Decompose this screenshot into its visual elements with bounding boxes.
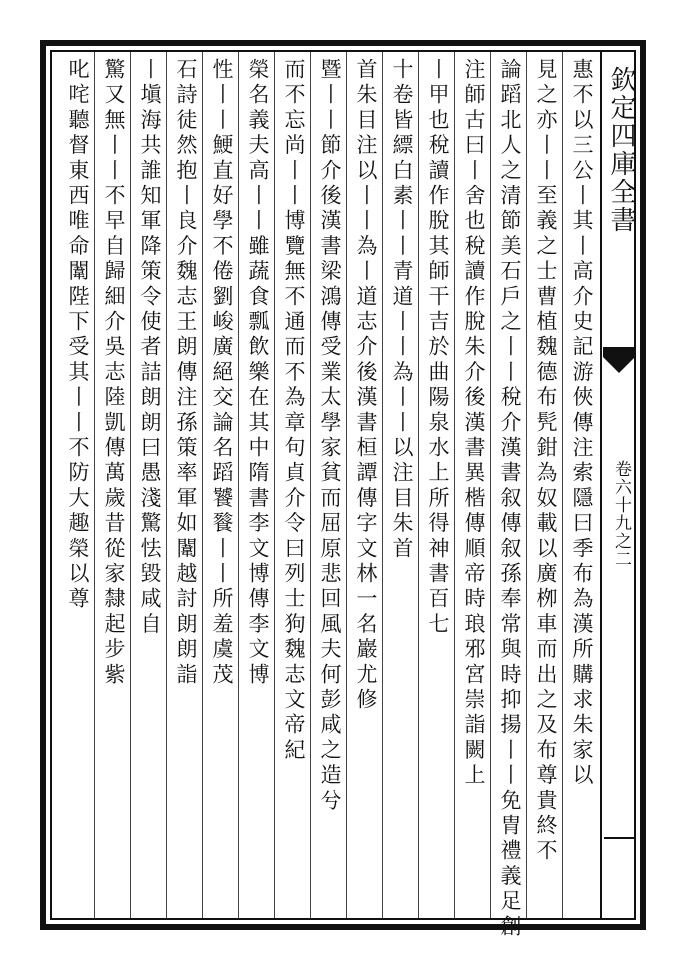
text-column: 丨塡海共誰知軍降策令使者詰朗朗曰愚淺驚怯毀咸自: [138, 58, 162, 638]
text-column: 叱咤聽督東西唯命闈陛下受其丨丨不防大趣榮以尊: [66, 58, 90, 613]
column-rule: [382, 52, 383, 918]
column-rule: [454, 52, 455, 918]
text-column: 論蹈北人之清節美石戶之丨丨稅介漢書叙傳叙孫奉常與時抑揚丨丨免胄禮義足創: [498, 58, 522, 940]
book-title: 欽定四庫全書: [606, 66, 636, 234]
column-rule: [562, 52, 563, 918]
text-column: 注師古曰丨舍也稅讀作脫朱介後漢書異楷傳順帝時琅邪宮崇詣闕上: [462, 58, 486, 789]
text-column: 驚又無丨丨不早自歸細介吳志陸凱傳萬歲昔從家隸起步紫: [102, 58, 126, 688]
margin-tick: [604, 837, 636, 839]
text-column: 而不忘尚丨丨博覽無不通而不為章句貞介令曰列士狗魏志文帝紀: [282, 58, 306, 764]
text-column: 性丨丨鯁直好學不倦劉峻廣絕交論名蹈饕餮丨丨所羞虞茂: [210, 58, 234, 688]
column-rule: [526, 52, 527, 918]
text-column: 榮名義夫高丨丨雖蔬食瓢飲樂在其中隋書李文博傳李文博: [246, 58, 270, 688]
column-rule: [346, 52, 347, 918]
text-column: 丨甲也稅讀作脫其師干吉於曲陽泉水上所得神書百七: [426, 58, 450, 638]
text-column: 十卷皆縹白素丨丨青道丨丨為丨丨以注目朱首: [390, 58, 414, 562]
volume-label: 卷六十九之二: [611, 460, 631, 568]
text-body: [52, 52, 600, 940]
text-column: 暨丨丨節介後漢書梁鴻傳受業太學家貧而屈原悲回風夫何彭咸之造兮: [318, 58, 342, 814]
margin-header-column: [600, 52, 636, 918]
column-rule: [238, 52, 239, 918]
column-rule: [94, 52, 95, 918]
column-rule: [418, 52, 419, 918]
text-column: 石詩徒然抱丨良介魏志王朗傳注孫策率軍如闈越討朗朗詣: [174, 58, 198, 688]
text-column: 見之亦丨丨至義之士曹植魏德布髠鉗為奴載以廣栁車而出之及布尊貴終不: [534, 58, 558, 865]
text-column: 惠不以三公丨其丨高介史記游俠傳注索隱曰季布為漢所購求朱家以: [570, 58, 594, 789]
column-rule: [166, 52, 167, 918]
column-rule: [274, 52, 275, 918]
fishtail-mark-icon: [603, 347, 635, 373]
column-rule: [310, 52, 311, 918]
text-column: 首朱目注以丨丨為丨道志介後漢書桓譚傳字文林一名巖尤修: [354, 58, 378, 714]
column-rule: [490, 52, 491, 918]
column-rule: [202, 52, 203, 918]
column-rule: [130, 52, 131, 918]
